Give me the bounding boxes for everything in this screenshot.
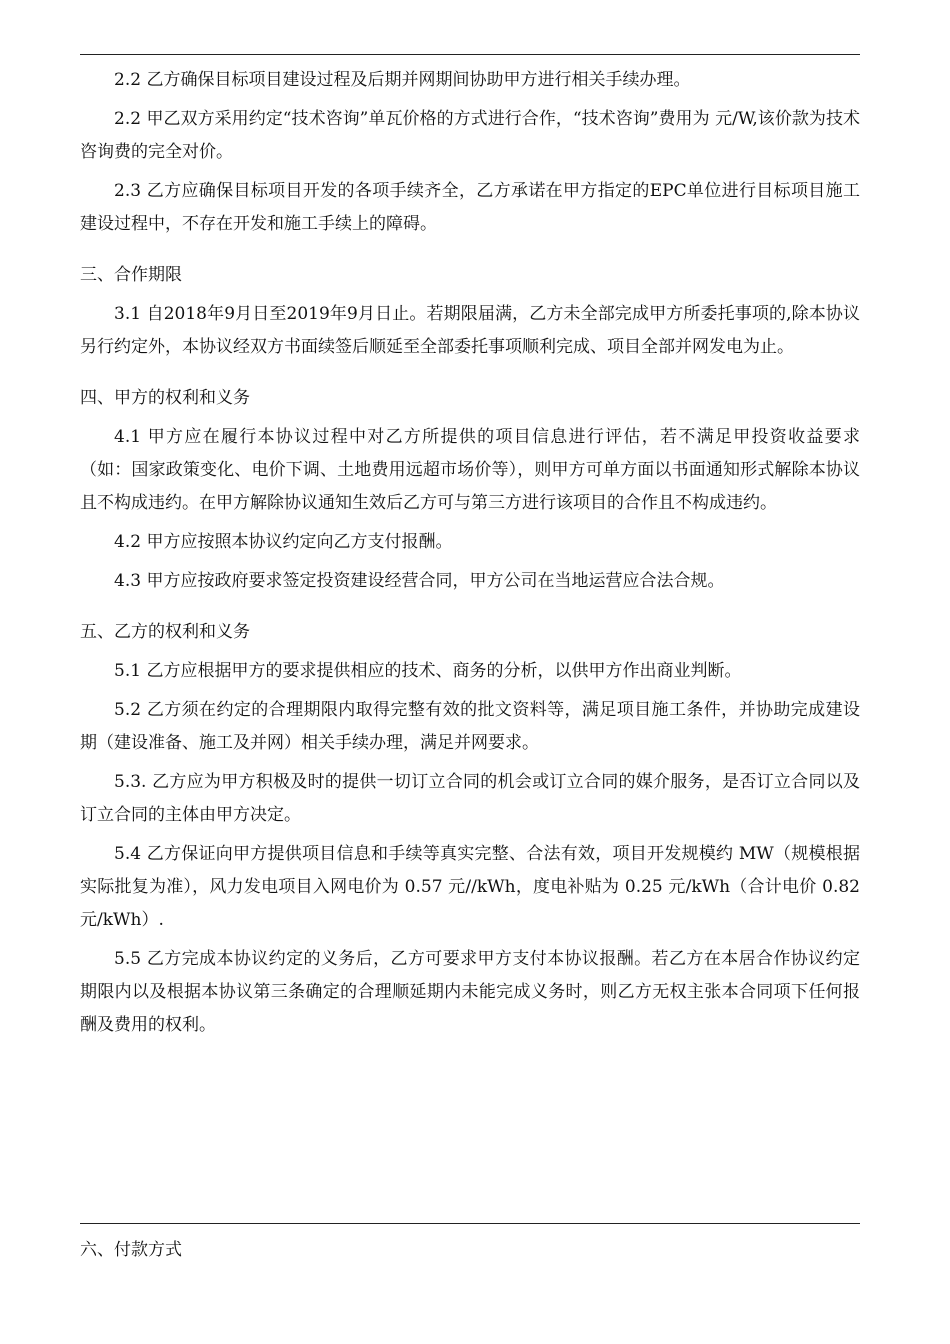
clause-5-2: 5.2 乙方须在约定的合理期限内取得完整有效的批文资料等，满足项目施工条件，并协助完成建设期（建设准备、施工及并网）相关手续办理，满足并网要求。 <box>80 700 860 753</box>
section-5-heading: 五、乙方的权利和义务 <box>80 622 250 642</box>
clause-5-5: 5.5 乙方完成本协议约定的义务后，乙方可要求甲方支付本协议报酬。若乙方在本居合作协议约定期限内以及根据本协议第三条确定的合理顺延期内未能完成义务时，则乙方无权主张本合同项下任何报酬及费用的权利。 <box>80 949 860 1035</box>
clause-4-3: 4.3 甲方应按政府要求签定投资建设经营合同，甲方公司在当地运营应合法合规。 <box>114 571 725 591</box>
clause-2-3: 2.3 乙方应确保目标项目开发的各项手续齐全，乙方承诺在甲方指定的EPC单位进行目标项目施工建设过程中，不存在开发和施工手续上的障碍。 <box>80 181 860 234</box>
footer-rule <box>80 1223 860 1224</box>
clause-2-2a: 2.2 乙方确保目标项目建设过程及后期并网期间协助甲方进行相关手续办理。 <box>114 70 691 90</box>
clause-3-1: 3.1 自2018年9月日至2019年9月日止。若期限届满，乙方未全部完成甲方所委托事项的,除本协议另行约定外，本协议经双方书面续签后顺延至全部委托事项顺利完成、项目全部并网发电为止。 <box>80 304 860 357</box>
document-body <box>80 64 860 1048</box>
clause-2-2b: 2.2 甲乙双方采用约定“技术咨询”单瓦价格的方式进行合作，“技术咨询”费用为 元/W,该价款为技术咨询费的完全对价。 <box>80 109 860 162</box>
section-6-heading: 六、付款方式 <box>80 1240 182 1260</box>
section-4-heading: 四、甲方的权利和义务 <box>80 388 250 408</box>
clause-5-1: 5.1 乙方应根据甲方的要求提供相应的技术、商务的分析，以供甲方作出商业判断。 <box>114 661 742 681</box>
clause-4-2: 4.2 甲方应按照本协议约定向乙方支付报酬。 <box>114 532 453 552</box>
clause-5-4: 5.4 乙方保证向甲方提供项目信息和手续等真实完整、合法有效，项目开发规模约 MW（规模根据实际批复为准），风力发电项目入网电价为 0.57 元//kWh，度电补贴为 0.25 元/kWh（合计电价 0.82 元/kWh）. <box>80 844 860 930</box>
header-rule <box>80 54 860 55</box>
section-3-heading: 三、合作期限 <box>80 265 182 285</box>
clause-5-3: 5.3. 乙方应为甲方积极及时的提供一切订立合同的机会或订立合同的媒介服务，是否订立合同以及订立合同的主体由甲方决定。 <box>80 772 860 825</box>
clause-4-1: 4.1 甲方应在履行本协议过程中对乙方所提供的项目信息进行评估，若不满足甲投资收益要求（如：国家政策变化、电价下调、土地费用远超市场价等），则甲方可单方面以书面通知形式解除本协议且不构成违约。在甲方解除协议通知生效后乙方可与第三方进行该项目的合作且不构成违约。 <box>80 427 860 513</box>
